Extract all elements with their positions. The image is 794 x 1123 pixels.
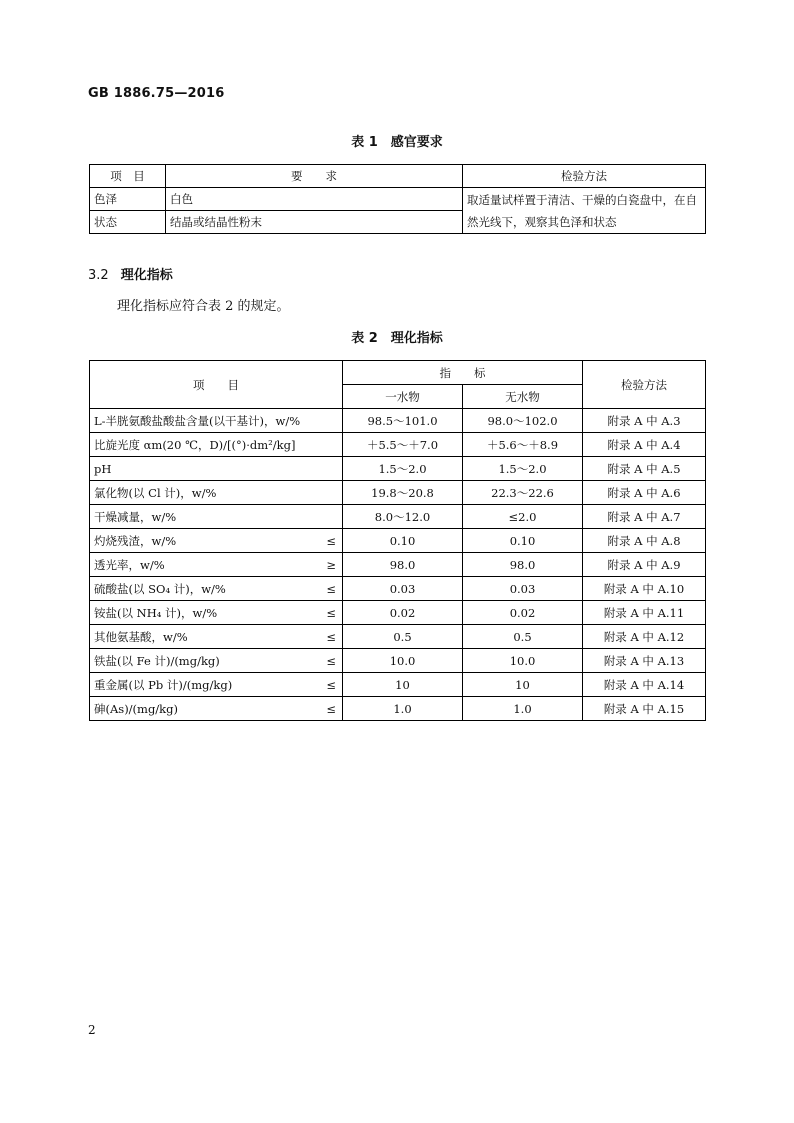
comparison-symbol: ≤ xyxy=(326,677,336,692)
test-method: 附录 A 中 A.7 xyxy=(583,505,706,529)
item-label: 比旋光度 αm(20 ℃，D)/[(°)·dm²/kg] xyxy=(94,437,296,452)
test-method: 附录 A 中 A.11 xyxy=(583,601,706,625)
method-cell: 取适量试样置于清洁、干燥的白瓷盘中，在自然光线下，观察其色泽和状态 xyxy=(463,188,706,234)
comparison-symbol: ≥ xyxy=(326,557,336,572)
comparison-symbol: ≤ xyxy=(326,701,336,716)
value-monohydrate: 98.5～101.0 xyxy=(343,409,463,433)
row-item: 色泽 xyxy=(90,188,166,211)
item-label: 铁盐(以 Fe 计)/(mg/kg) xyxy=(94,653,220,668)
table1-caption: 表 1 感官要求 xyxy=(351,135,443,150)
section-paragraph: 理化指标应符合表 2 的规定。 xyxy=(117,299,290,314)
value-anhydrous: 98.0～102.0 xyxy=(463,409,583,433)
page-number: 2 xyxy=(88,1023,96,1037)
table-row xyxy=(90,625,706,649)
row-item xyxy=(90,601,343,625)
value-anhydrous: 0.02 xyxy=(463,601,583,625)
test-method: 附录 A 中 A.5 xyxy=(583,457,706,481)
table-row xyxy=(90,673,706,697)
row-requirement: 结晶或结晶性粉末 xyxy=(166,211,463,234)
row-item: 状态 xyxy=(90,211,166,234)
test-method: 附录 A 中 A.15 xyxy=(583,697,706,721)
value-monohydrate: 1.0 xyxy=(343,697,463,721)
row-item xyxy=(90,505,343,529)
row-item xyxy=(90,409,343,433)
value-anhydrous: 0.03 xyxy=(463,577,583,601)
value-monohydrate: 0.5 xyxy=(343,625,463,649)
test-method: 附录 A 中 A.6 xyxy=(583,481,706,505)
physicochemical-table xyxy=(89,360,706,721)
value-anhydrous: 1.5～2.0 xyxy=(463,457,583,481)
table-row xyxy=(90,697,706,721)
value-monohydrate: 0.10 xyxy=(343,529,463,553)
value-monohydrate: 1.5～2.0 xyxy=(343,457,463,481)
header-method: 检验方法 xyxy=(583,361,706,409)
row-item xyxy=(90,625,343,649)
value-anhydrous: 0.10 xyxy=(463,529,583,553)
table-header-row xyxy=(90,165,706,188)
item-label: 灼烧残渣，w/% xyxy=(94,533,177,548)
row-item xyxy=(90,433,343,457)
value-monohydrate: 10.0 xyxy=(343,649,463,673)
test-method: 附录 A 中 A.12 xyxy=(583,625,706,649)
row-item xyxy=(90,481,343,505)
item-label: 重金属(以 Pb 计)/(mg/kg) xyxy=(94,677,233,692)
header-anhydrous: 无水物 xyxy=(463,385,583,409)
table-row xyxy=(90,409,706,433)
test-method: 附录 A 中 A.3 xyxy=(583,409,706,433)
item-label: 砷(As)/(mg/kg) xyxy=(94,701,178,716)
row-item xyxy=(90,697,343,721)
value-anhydrous: 10.0 xyxy=(463,649,583,673)
value-monohydrate: 0.03 xyxy=(343,577,463,601)
row-item xyxy=(90,649,343,673)
table-row xyxy=(90,649,706,673)
section-number: 3.2 xyxy=(88,268,109,283)
row-item xyxy=(90,553,343,577)
table-row xyxy=(90,481,706,505)
table-row xyxy=(90,529,706,553)
table-row xyxy=(90,433,706,457)
value-monohydrate: 19.8～20.8 xyxy=(343,481,463,505)
row-item xyxy=(90,577,343,601)
item-label: 氯化物(以 Cl 计)，w/% xyxy=(94,485,217,500)
test-method: 附录 A 中 A.4 xyxy=(583,433,706,457)
item-label: 干燥减量，w/% xyxy=(94,509,177,524)
header-method: 检验方法 xyxy=(463,165,706,188)
section-heading xyxy=(88,264,173,283)
value-monohydrate: 98.0 xyxy=(343,553,463,577)
value-anhydrous: 98.0 xyxy=(463,553,583,577)
test-method: 附录 A 中 A.9 xyxy=(583,553,706,577)
row-item xyxy=(90,457,343,481)
table-row xyxy=(90,601,706,625)
item-label: 透光率，w/% xyxy=(94,557,165,572)
section-title: 理化指标 xyxy=(120,268,173,283)
table-row xyxy=(90,457,706,481)
header-index: 指 标 xyxy=(343,361,583,385)
test-method: 附录 A 中 A.10 xyxy=(583,577,706,601)
comparison-symbol: ≤ xyxy=(326,653,336,668)
row-item xyxy=(90,529,343,553)
table-row xyxy=(90,188,706,211)
test-method: 附录 A 中 A.13 xyxy=(583,649,706,673)
table-row xyxy=(90,553,706,577)
test-method: 附录 A 中 A.14 xyxy=(583,673,706,697)
test-method: 附录 A 中 A.8 xyxy=(583,529,706,553)
item-label: 铵盐(以 NH₄ 计)，w/% xyxy=(94,605,218,620)
value-monohydrate: 0.02 xyxy=(343,601,463,625)
header-item: 项 目 xyxy=(90,165,166,188)
value-anhydrous: 0.5 xyxy=(463,625,583,649)
comparison-symbol: ≤ xyxy=(326,533,336,548)
header-monohydrate: 一水物 xyxy=(343,385,463,409)
comparison-symbol: ≤ xyxy=(326,629,336,644)
value-monohydrate: 10 xyxy=(343,673,463,697)
value-monohydrate: 8.0～12.0 xyxy=(343,505,463,529)
value-anhydrous: 22.3～22.6 xyxy=(463,481,583,505)
value-anhydrous: 1.0 xyxy=(463,697,583,721)
item-label: L-半胱氨酸盐酸盐含量(以干基计)，w/% xyxy=(94,413,301,428)
value-anhydrous: 10 xyxy=(463,673,583,697)
row-item xyxy=(90,673,343,697)
table-row xyxy=(90,577,706,601)
header-item: 项 目 xyxy=(90,361,343,409)
standard-number: GB 1886.75—2016 xyxy=(88,86,225,101)
table-header-row xyxy=(90,361,706,385)
value-monohydrate: ＋5.5～＋7.0 xyxy=(343,433,463,457)
table-row xyxy=(90,505,706,529)
item-label: 其他氨基酸，w/% xyxy=(94,629,188,644)
value-anhydrous: ≤2.0 xyxy=(463,505,583,529)
header-requirement: 要 求 xyxy=(166,165,463,188)
sensory-requirements-table xyxy=(89,164,706,234)
comparison-symbol: ≤ xyxy=(326,605,336,620)
item-label: pH xyxy=(94,461,112,476)
item-label: 硫酸盐(以 SO₄ 计)，w/% xyxy=(94,581,226,596)
row-requirement: 白色 xyxy=(166,188,463,211)
table2-caption: 表 2 理化指标 xyxy=(351,331,443,346)
value-anhydrous: ＋5.6～＋8.9 xyxy=(463,433,583,457)
comparison-symbol: ≤ xyxy=(326,581,336,596)
